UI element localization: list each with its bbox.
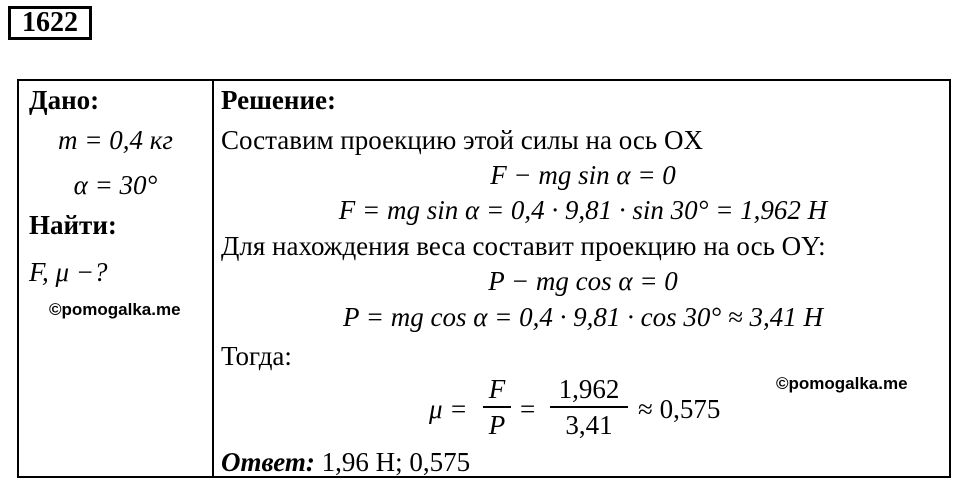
answer-label: Ответ: [221, 447, 315, 477]
equation-2: F = mg sin α = 0,4 · 9,81 · sin 30° = 1,962 Н [338, 195, 828, 225]
mu-lhs: μ = [429, 394, 468, 424]
given-heading: Дано: [29, 85, 100, 115]
solution-line3: Тогда: [221, 341, 292, 371]
column-divider [212, 81, 214, 476]
mu-rhs: ≈ 0,575 [638, 394, 721, 424]
fraction2-numerator: 1,962 [558, 374, 620, 404]
problem-number: 1622 [8, 6, 92, 40]
equals-sign: = [520, 394, 536, 424]
solution-heading: Решение: [221, 85, 336, 115]
fraction2-denominator: 3,41 [565, 410, 613, 440]
fraction1-denominator: P [488, 410, 506, 440]
find-heading: Найти: [29, 210, 117, 240]
fraction1-numerator: F [488, 374, 506, 404]
given-mass: m = 0,4 кг [58, 125, 173, 155]
equation-4: P = mg cos α = 0,4 · 9,81 · cos 30° ≈ 3,41 Н [343, 302, 823, 332]
solution-table [17, 79, 951, 478]
equation-1: F − mg sin α = 0 [490, 160, 676, 190]
fraction1-bar [483, 406, 511, 408]
find-line: F, μ −? [29, 257, 108, 287]
solution-line1: Составим проекцию этой силы на ось OX [221, 125, 703, 155]
watermark-right: ©pomogalka.me [776, 374, 908, 393]
watermark-left: ©pomogalka.me [49, 300, 181, 319]
answer-line [221, 447, 470, 477]
answer-value: 1,96 Н; 0,575 [321, 447, 471, 477]
given-angle: α = 30° [73, 170, 158, 200]
equation-3: P − mg cos α = 0 [488, 266, 678, 296]
solution-line2: Для нахождения веса составит проекцию на ось OY: [221, 231, 826, 261]
fraction2-bar [550, 406, 628, 408]
